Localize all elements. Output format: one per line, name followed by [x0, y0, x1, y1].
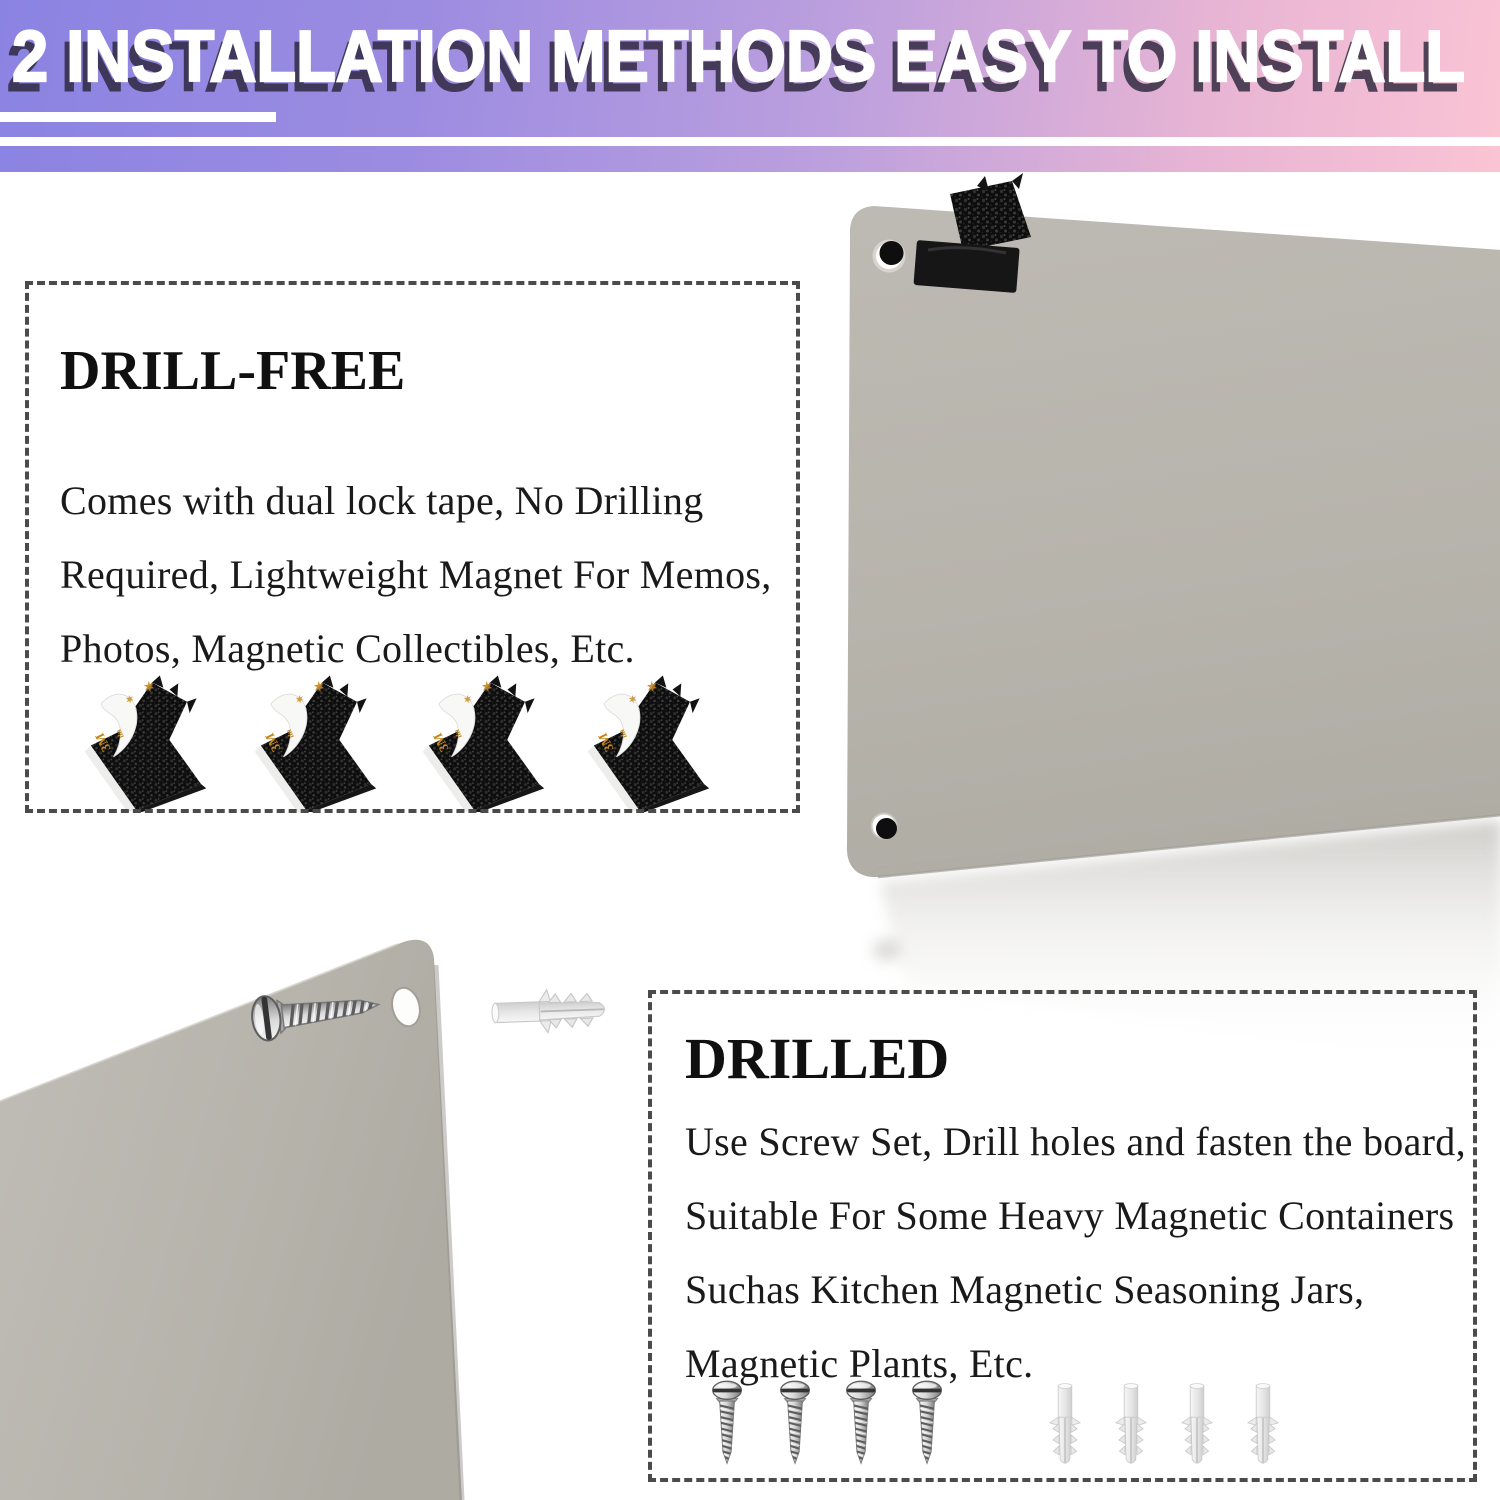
drilled-description-line: Use Screw Set, Drill holes and fasten the board,	[685, 1119, 1466, 1164]
wall-anchor-floating-icon	[491, 988, 605, 1035]
drilled-title: DRILLED	[685, 1026, 950, 1091]
drill-free-description-line: Photos, Magnetic Collectibles, Etc.	[60, 626, 635, 671]
mounting-hole-top	[873, 240, 906, 273]
bottom-left-board	[0, 940, 462, 1500]
underline-bar-short	[0, 112, 276, 122]
header-banner	[0, 0, 1500, 172]
drilled-section	[648, 990, 1477, 1482]
underline-bar-long	[0, 137, 1500, 146]
drilled-description-line: Suchas Kitchen Magnetic Seasoning Jars,	[685, 1267, 1365, 1312]
drill-free-section	[25, 281, 800, 813]
drill-free-title: DRILL-FREE	[60, 340, 406, 402]
mounting-hole-bottom	[871, 813, 898, 840]
top-right-board	[847, 206, 1500, 877]
drilled-description-line: Magnetic Plants, Etc.	[685, 1341, 1034, 1386]
drill-free-description-line: Required, Lightweight Magnet For Memos,	[60, 552, 772, 597]
drill-free-description-line: Comes with dual lock tape, No Drilling	[60, 478, 704, 523]
drilled-description-line: Suitable For Some Heavy Magnetic Containers	[685, 1193, 1455, 1238]
page-title: 2 INSTALLATION METHODS EASY TO INSTALL	[12, 15, 1465, 97]
